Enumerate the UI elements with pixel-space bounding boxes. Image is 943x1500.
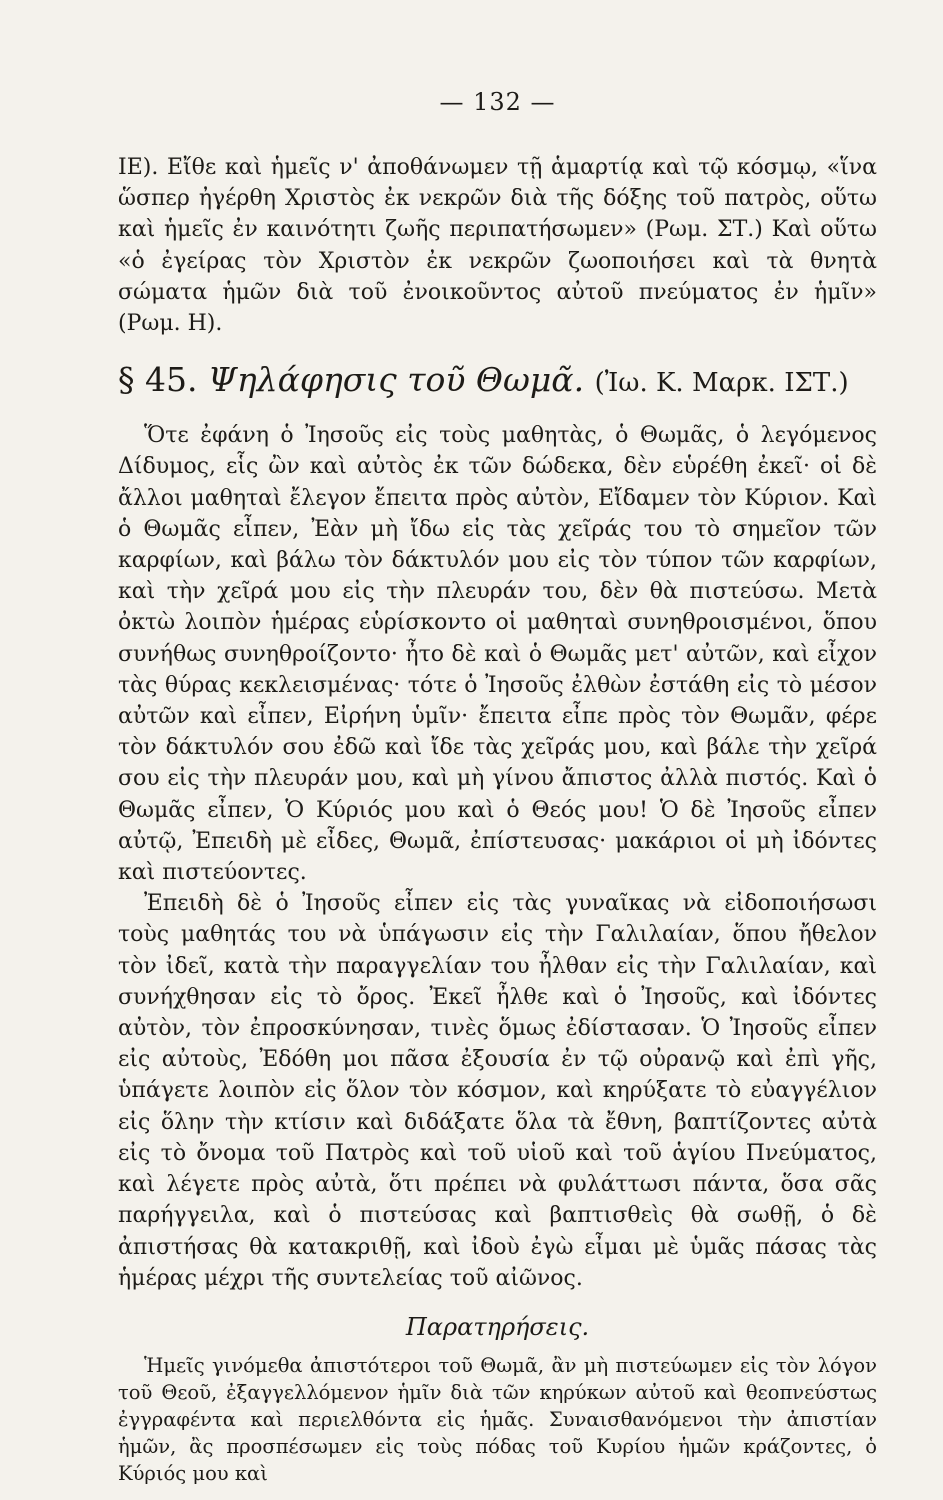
section-title: Ψηλάφησις τοῦ Θωμᾶ. (207, 360, 585, 400)
intro-paragraph: ΙΕ). Εἴθε καὶ ἡμεῖς ν' ἀποθάνωμεν τῇ ἁμαρτίᾳ καὶ τῷ κόσμῳ, «ἵνα ὥσπερ ἠγέρθη Χριστὸς ἐκ νεκρῶν διὰ τῆς δόξης τοῦ πατρὸς, οὕτω καὶ ἡμεῖς ἐν καινότητι ζωῆς περιπατήσωμεν» (Ρωμ. ΣΤ.) Καὶ οὕτω «ὁ ἐγείρας τὸν Χριστὸν ἐκ νεκρῶν ζωοποιήσει καὶ τὰ θνητὰ σώματα ἡμῶν διὰ τοῦ ἐνοικοῦντος αὐτοῦ πνεύματος ἐν ἡμῖν» (Ρωμ. Η). (118, 155, 877, 337)
body-paragraph-1: Ὅτε ἐφάνη ὁ Ἰησοῦς εἰς τοὺς μαθητὰς, ὁ Θωμᾶς, ὁ λεγόμενος Δίδυμος, εἷς ὢν καὶ αὐτὸς ἐκ τῶν δώδεκα, δὲν εὑρέθη ἐκεῖ· οἱ δὲ ἄλλοι μαθηταὶ ἔλεγον ἔπειτα πρὸς αὐτὸν, Εἴδαμεν τὸν Κύριον. Καὶ ὁ Θωμᾶς εἶπεν, Ἐὰν μὴ ἴδω εἰς τὰς χεῖράς του τὸ σημεῖον τῶν καρφίων, καὶ βάλω τὸν δάκτυλόν μου εἰς τὸν τύπον τῶν καρφίων, καὶ τὴν χεῖρά μου εἰς τὴν πλευράν του, δὲν θὰ πιστεύσω. Μετὰ ὀκτὼ λοιπὸν ἡμέρας εὑρίσκοντο οἱ μαθηταὶ συνηθροισμένοι, ὅπου συνήθως συνηθροίζοντο· ἦτο δὲ καὶ ὁ Θωμᾶς μετ' αὐτῶν, καὶ εἶχον τὰς θύρας κεκλεισμένας· τότε ὁ Ἰησοῦς ἐλθὼν ἐστάθη εἰς τὸ μέσον αὐτῶν καὶ εἶπεν, Εἰρήνη ὑμῖν· ἔπειτα εἶπε πρὸς τὸν Θωμᾶν, φέρε τὸν δάκτυλόν σου ἐδῶ καὶ ἴδε τὰς χεῖράς μου, καὶ βάλε τὴν χεῖρά σου εἰς τὴν πλευράν μου, καὶ μὴ γίνου ἄπιστος ἀλλὰ πιστός. Καὶ ὁ Θωμᾶς εἶπεν, Ὁ Κύριός μου καὶ ὁ Θεός μου! Ὁ δὲ Ἰησοῦς εἶπεν αὐτῷ, Ἐπειδὴ μὲ εἶδες, Θωμᾶ, ἐπίστευσας· μακάριοι οἱ μὴ ἰδόντες καὶ πιστεύοντες. (118, 423, 877, 886)
body-paragraph-2: Ἐπειδὴ δὲ ὁ Ἰησοῦς εἶπεν εἰς τὰς γυναῖκας νὰ εἰδοποιήσωσι τοὺς μαθητάς του νὰ ὑπάγωσιν εἰς τὴν Γαλιλαίαν, ὅπου ἤθελον τὸν ἰδεῖ, κατὰ τὴν παραγγελίαν του ἦλθαν εἰς τὴν Γαλιλαίαν, καὶ συνήχθησαν εἰς τὸ ὄρος. Ἐκεῖ ἦλθε καὶ ὁ Ἰησοῦς, καὶ ἰδόντες αὐτὸν, τὸν ἐπροσκύνησαν, τινὲς ὅμως ἐδίστασαν. Ὁ Ἰησοῦς εἶπεν εἰς αὐτοὺς, Ἐδόθη μοι πᾶσα ἐξουσία ἐν τῷ οὐρανῷ καὶ ἐπὶ γῆς, ὑπάγετε λοιπὸν εἰς ὅλον τὸν κόσμον, καὶ κηρύξατε τὸ εὐαγγέλιον εἰς ὅλην τὴν κτίσιν καὶ διδάξατε ὅλα τὰ ἔθνη, βαπτίζοντες αὐτὰ εἰς τὸ ὄνομα τοῦ Πατρὸς καὶ τοῦ υἱοῦ καὶ τοῦ ἁγίου Πνεύματος, καὶ λέγετε πρὸς αὐτὰ, ὅτι πρέπει νὰ φυλάττωσι πάντα, ὅσα σᾶς παρήγγειλα, καὶ ὁ πιστεύσας καὶ βαπτισθεὶς θὰ σωθῇ, ὁ δὲ ἀπιστήσας θὰ κατακριθῇ, καὶ ἰδοὺ ἐγὼ εἶμαι μὲ ὑμᾶς πάσας τὰς ἡμέρας μέχρι τῆς συντελείας τοῦ αἰῶνος. (118, 891, 877, 1291)
section-number: § 45. (118, 360, 198, 400)
section-heading (118, 359, 877, 404)
remarks-paragraph: Ἡμεῖς γινόμεθα ἀπιστότεροι τοῦ Θωμᾶ, ἂν μὴ πιστεύωμεν εἰς τὸν λόγον τοῦ Θεοῦ, ἐξαγγελλόμενον ἡμῖν διὰ τῶν κηρύκων αὐτοῦ καὶ θεοπνεύστως ἐγγραφέντα καὶ περιελθόντα εἰς ἡμᾶς. Συναισθανόμενοι τὴν ἀπιστίαν ἡμῶν, ἂς προσπέσωμεν εἰς τοὺς πόδας τοῦ Κυρίου ἡμῶν κράζοντες, ὁ Κύριός μου καὶ (118, 1353, 877, 1485)
section-reference: (Ἰω. Κ. Μαρκ. ΙΣΤ.) (594, 368, 849, 399)
page-number: — 132 — (439, 88, 556, 116)
remarks-title: Παρατηρήσεις. (405, 1312, 590, 1341)
